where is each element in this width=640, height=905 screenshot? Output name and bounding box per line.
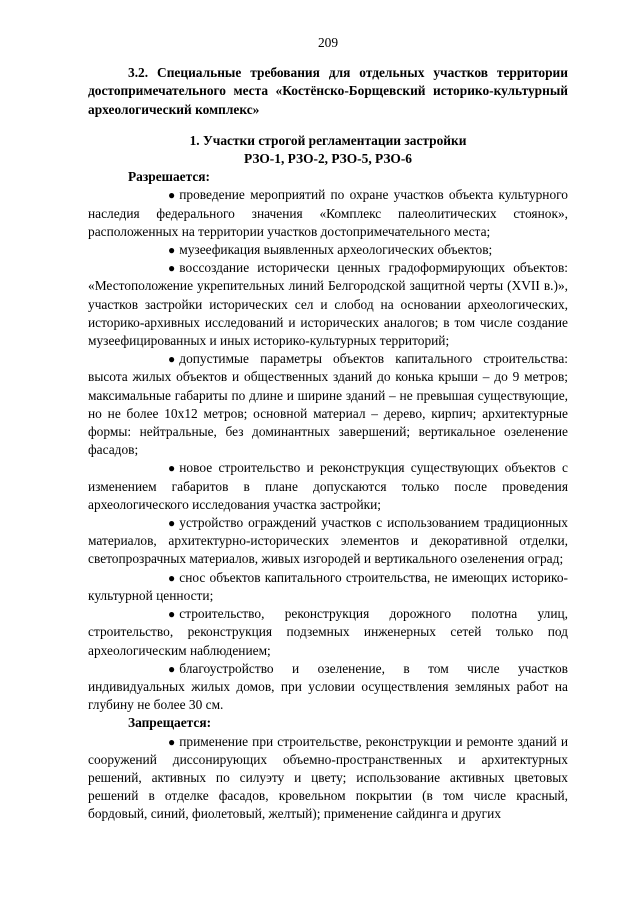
- list-item: [88, 605, 568, 660]
- bullet-icon: ●: [168, 607, 176, 622]
- bullet-icon: ●: [168, 661, 176, 676]
- list-item-text: строительство, реконструкция дорожного полотна улиц, строительство, реконструкция подземных инженерных сетей только под археологическим наблюдением;: [88, 606, 568, 658]
- bullet-icon: ●: [168, 243, 176, 258]
- list-item-text: музеефикация выявленных археологических объектов;: [179, 242, 493, 258]
- bullet-icon: ●: [168, 188, 176, 203]
- section-title: 3.2. Специальные требования для отдельных участков территории достопримечательного места «Костёнско-Борщевский историко-культурный археологический комплекс»: [88, 65, 568, 117]
- bullet-icon: ●: [168, 352, 176, 367]
- prohibited-label: Запрещается:: [128, 715, 212, 731]
- bullet-icon: ●: [168, 570, 176, 585]
- list-item: [88, 660, 568, 715]
- document-page: [88, 34, 568, 824]
- list-item: [88, 569, 568, 605]
- allowed-list: [88, 186, 568, 714]
- page-number: 209: [317, 35, 339, 50]
- list-item-text: воссоздание исторически ценных градоформирующих объектов: «Местоположение укрепительных линий Белгородской защитной черты (XVII в.)», участков застройки исторических сел и слобод на основании археологических, историко-архивных исследований и исторических аналогов; в том числе создание музеефицированных и иных историко-культурных территорий;: [88, 260, 568, 349]
- bullet-icon: ●: [168, 516, 176, 531]
- list-item: [88, 733, 568, 824]
- subsection-title-line2: РЗО-1, РЗО-2, РЗО-5, РЗО-6: [243, 151, 412, 167]
- list-item-text: проведение мероприятий по охране участков объекта культурного наследия федерального значения «Комплекс палеолитических стоянок», расположенных на территории участков достопримечательного места;: [88, 187, 568, 239]
- bullet-icon: ●: [168, 734, 176, 749]
- list-item: [88, 186, 568, 241]
- allowed-label: Разрешается:: [128, 169, 210, 185]
- list-item: [88, 514, 568, 569]
- prohibited-list: [88, 733, 568, 824]
- bullet-icon: ●: [168, 261, 176, 276]
- list-item: [88, 459, 568, 514]
- list-item-text: применение при строительстве, реконструкции и ремонте зданий и сооружений диссонирующих объемно-пространственных и архитектурных решений, активных по силуэту и цвету; использование активных цветовых решений в отделке фасадов, кровельном покрытии (в том числе красный, бордовый, синий, фиолетовый, желтый); применение сайдинга и других: [88, 733, 568, 822]
- list-item: [88, 241, 568, 259]
- list-item-text: устройство ограждений участков с использованием традиционных материалов, архитектурно-исторических элементов и декоративной отделки, светопрозрачных материалов, живых изгородей и вертикального озеленения оград;: [88, 515, 568, 567]
- list-item-text: снос объектов капитального строительства, не имеющих историко-культурной ценности;: [88, 569, 568, 603]
- list-item: [88, 350, 568, 459]
- list-item: [88, 259, 568, 350]
- list-item-text: благоустройство и озеленение, в том числе участков индивидуальных жилых домов, при условии осуществления земляных работ на глубину не более 30 см.: [88, 660, 568, 713]
- subsection-title-line1: 1. Участки строгой регламентации застройки: [189, 132, 467, 148]
- list-item-text: допустимые параметры объектов капитального строительства: высота жилых объектов и общественных зданий до конька крыши – до 9 метров; максимальные габариты по длине и ширине зданий – не превышая существующие, но не более 10х12 метров; основной материал – дерево, кирпич; архитектурные формы: нейтральные, без доминантных завершений; вертикальное озеленение фасадов;: [88, 351, 568, 458]
- list-item-text: новое строительство и реконструкция существующих объектов с изменением габаритов в плане допускаются только после проведения археологического исследования участка застройки;: [88, 460, 568, 512]
- bullet-icon: ●: [168, 461, 176, 476]
